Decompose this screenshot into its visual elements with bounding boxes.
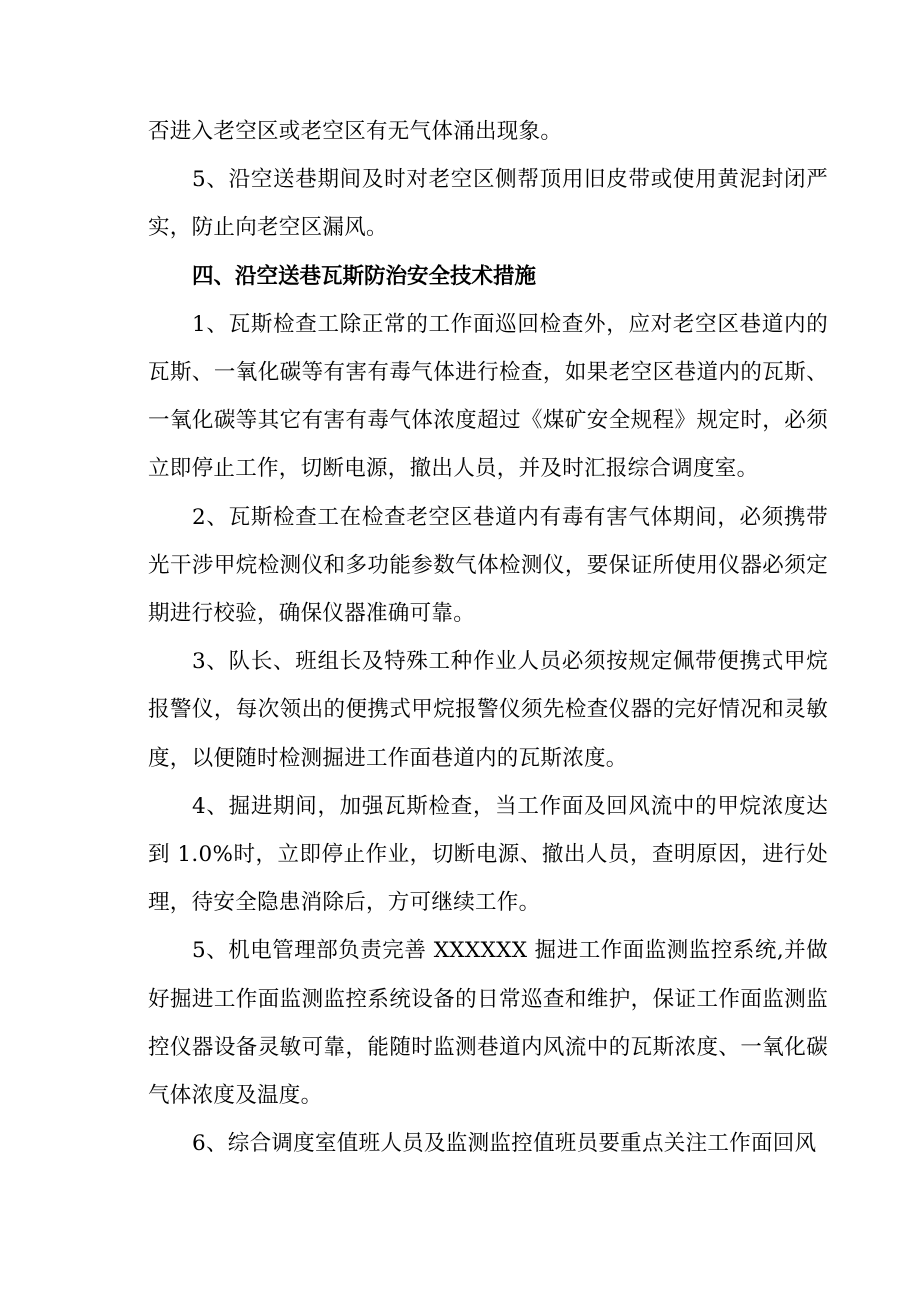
paragraph-item-5-sealing: 5、沿空送巷期间及时对老空区侧帮顶用旧皮带或使用黄泥封闭严实，防止向老空区漏风。 [148, 167, 828, 241]
document-body [148, 108, 828, 1168]
paragraph-item-4-methane-limit: 4、掘进期间，加强瓦斯检查，当工作面及回风流中的甲烷浓度达到 1.0%时，立即停止作业，切断电源、撤出人员，查明原因，进行处理，待安全隐患消除后，方可继续工作。 [148, 793, 828, 916]
section-heading-gas-prevention: 四、沿空送巷瓦斯防治安全技术措施 [192, 263, 537, 289]
paragraph-item-1-gas-inspection: 1、瓦斯检查工除正常的工作面巡回检查外，应对老空区巷道内的瓦斯、一氧化碳等有害有毒气体进行检查，如果老空区巷道内的瓦斯、一氧化碳等其它有害有毒气体浓度超过《煤矿安全规程》规定时，必须立即停止工作，切断电源，撤出人员，并及时汇报综合调度室。 [148, 311, 828, 482]
paragraph-item-5-monitoring: 5、机电管理部负责完善 XXXXXX 掘进工作面监测监控系统,并做好掘进工作面监测监控系统设备的日常巡查和维护，保证工作面监测监控仪器设备灵敏可靠，能随时监测巷道内风流中的瓦斯浓度、一氧化碳气体浓度及温度。 [148, 938, 828, 1109]
paragraph-item-3-alarm: 3、队长、班组长及特殊工种作业人员必须按规定佩带便携式甲烷报警仪，每次领出的便携式甲烷报警仪须先检查仪器的完好情况和灵敏度，以便随时检测掘进工作面巷道内的瓦斯浓度。 [148, 649, 828, 771]
paragraph-continuation: 否进入老空区或老空区有无气体涌出现象。 [148, 119, 563, 144]
paragraph-item-6-dispatch: 6、综合调度室值班人员及监测监控值班员要重点关注工作面回风 [192, 1131, 817, 1157]
paragraph-item-2-instruments: 2、瓦斯检查工在检查老空区巷道内有毒有害气体期间，必须携带光干涉甲烷检测仪和多功能参数气体检测仪，要保证所使用仪器必须定期进行校验，确保仪器准确可靠。 [148, 504, 828, 627]
